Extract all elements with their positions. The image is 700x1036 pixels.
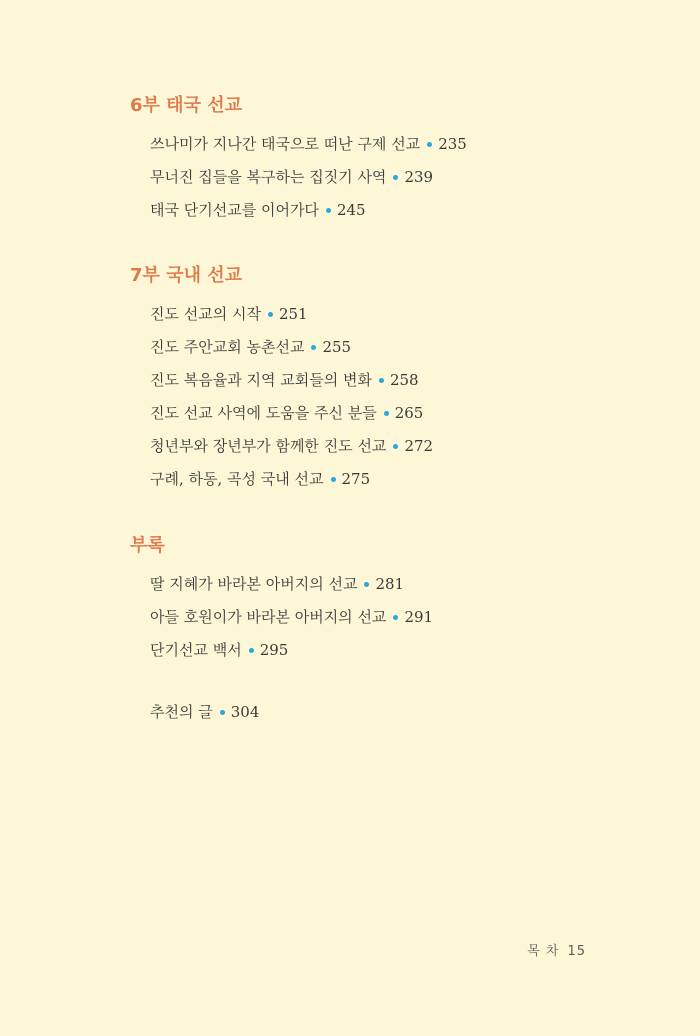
bullet-dot-icon <box>393 444 398 449</box>
footer-label: 목 차 <box>527 944 560 959</box>
entry-title: 진도 복음율과 지역 교회들의 변화 <box>150 371 372 389</box>
toc-entry[interactable] <box>150 302 433 335</box>
entry-title: 무너진 집들을 복구하는 집짓기 사역 <box>150 168 387 186</box>
bullet-dot-icon <box>379 378 384 383</box>
section-closing <box>130 700 259 733</box>
entry-page: 245 <box>336 201 366 219</box>
section-7-domestic <box>130 264 433 500</box>
entry-title: 추천의 글 <box>150 703 213 721</box>
entry-page: 251 <box>278 305 308 323</box>
toc-entry[interactable] <box>150 368 433 401</box>
toc-entry[interactable] <box>150 572 433 605</box>
toc-entry-recommendation[interactable] <box>150 700 259 733</box>
section-6-thailand <box>130 94 467 231</box>
entry-page: 304 <box>230 703 260 721</box>
toc-entry[interactable] <box>150 132 467 165</box>
entry-title: 구례, 하동, 곡성 국내 선교 <box>150 470 324 488</box>
footer-page-number: 15 <box>567 944 586 959</box>
entry-page: 239 <box>404 168 434 186</box>
bullet-dot-icon <box>268 312 273 317</box>
bullet-dot-icon <box>326 208 331 213</box>
bullet-dot-icon <box>331 477 336 482</box>
entry-title: 진도 선교 사역에 도움을 주신 분들 <box>150 404 377 422</box>
entry-title: 단기선교 백서 <box>150 641 242 659</box>
bullet-dot-icon <box>427 142 432 147</box>
entry-page: 265 <box>394 404 424 422</box>
entry-title: 진도 선교의 시작 <box>150 305 261 323</box>
toc-entry[interactable] <box>150 605 433 638</box>
section-appendix <box>130 534 433 671</box>
bullet-dot-icon <box>249 648 254 653</box>
entry-title: 태국 단기선교를 이어가다 <box>150 201 319 219</box>
bullet-dot-icon <box>364 582 369 587</box>
toc-entry[interactable] <box>150 467 433 500</box>
entry-title: 딸 지혜가 바라본 아버지의 선교 <box>150 575 358 593</box>
entry-page: 258 <box>389 371 419 389</box>
page-footer <box>527 940 586 959</box>
bullet-dot-icon <box>393 615 398 620</box>
bullet-dot-icon <box>393 175 398 180</box>
toc-entry[interactable] <box>150 434 433 467</box>
entry-title: 진도 주안교회 농촌선교 <box>150 338 305 356</box>
entry-title: 쓰나미가 지나간 태국으로 떠난 구제 선교 <box>150 135 421 153</box>
toc-entry[interactable] <box>150 165 467 198</box>
entry-page: 295 <box>259 641 289 659</box>
toc-entry[interactable] <box>150 198 467 231</box>
entry-page: 272 <box>404 437 434 455</box>
entry-page: 235 <box>438 135 467 153</box>
entry-title: 아들 호원이가 바라본 아버지의 선교 <box>150 608 387 626</box>
bullet-dot-icon <box>311 345 316 350</box>
bullet-dot-icon <box>220 710 225 715</box>
toc-entry[interactable] <box>150 401 433 434</box>
section-title: 6부 태국 선교 <box>130 95 242 116</box>
bullet-dot-icon <box>384 411 389 416</box>
entry-page: 281 <box>375 575 405 593</box>
entry-page: 275 <box>341 470 371 488</box>
toc-entry[interactable] <box>150 335 433 368</box>
entry-page: 291 <box>404 608 434 626</box>
section-title: 부록 <box>130 535 165 556</box>
toc-entry[interactable] <box>150 638 433 671</box>
section-title: 7부 국내 선교 <box>130 265 242 286</box>
entry-title: 청년부와 장년부가 함께한 진도 선교 <box>150 437 387 455</box>
entry-page: 255 <box>322 338 352 356</box>
